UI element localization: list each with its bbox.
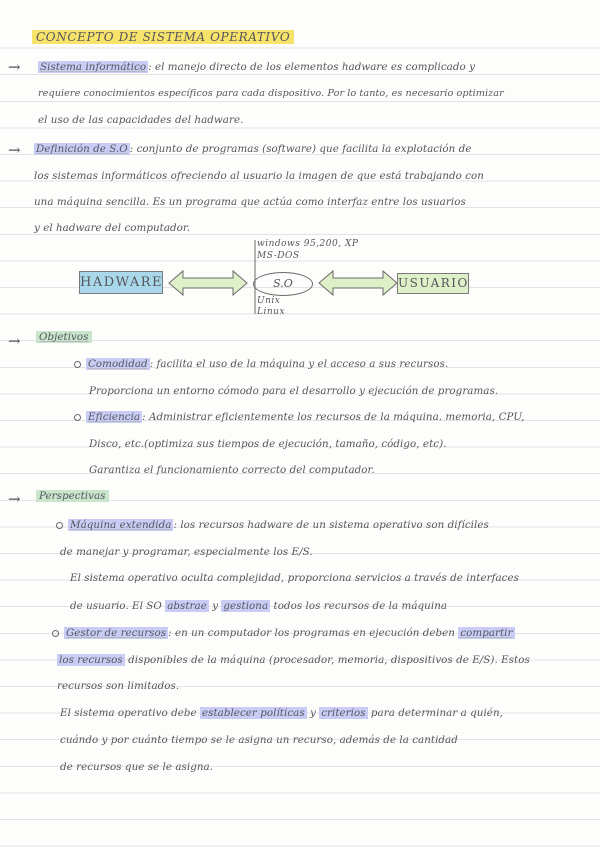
perspectivas-heading: Perspectivas [36, 490, 109, 502]
bullet-icon [56, 522, 63, 529]
bullet-icon [52, 630, 59, 637]
hardware-box: HADWARE [79, 271, 163, 294]
maquina-line1: Máquina extendida : los recursos hadware de un sistema operativo son difíciles [56, 519, 489, 531]
page-title: CONCEPTO DE SISTEMA OPERATIVO [32, 30, 294, 44]
maquina-line3: El sistema operativo oculta complejidad, proporciona servicios a través de interfaces [70, 572, 519, 584]
compartir-highlight: compartir [460, 627, 513, 639]
objetivos-heading: Objetivos [36, 331, 92, 343]
bullet-icon [74, 414, 81, 421]
os-label-windows: windows 95,200, XP [257, 239, 359, 249]
gestor-line3: recursos son limitados. [57, 680, 180, 692]
gestor-line1: Gestor de recursos : en un computador los programas en ejecución deben compartir [52, 627, 515, 639]
sec1-line1: Sistema informático : el manejo directo de los elementos hadware es complicado y [40, 61, 475, 73]
comodidad-line1: Comodidad : facilita el uso de la máquina y el acceso a sus recursos. [74, 358, 448, 370]
gestiona-highlight: gestiona [223, 600, 269, 612]
politicas-highlight: establecer políticas [201, 707, 305, 719]
eficiencia-line2: Disco, etc.(optimiza sus tiempos de ejecución, tamaño, código, etc). [89, 438, 447, 450]
criterios-highlight: criterios [321, 707, 366, 719]
bullet-icon [74, 361, 81, 368]
usuario-box: USUARIO [397, 273, 469, 294]
sec2-line4: y el hadware del computador. [34, 222, 191, 234]
eficiencia-line1: Eficiencia : Administrar eficientemente los recursos de la máquina. memoria, CPU, [74, 411, 524, 423]
maquina-line4: de usuario. El SO abstrae y gestiona todos los recursos de la máquina [70, 600, 448, 612]
sec1-term: Sistema informático [40, 61, 147, 73]
os-label-linux: Linux [257, 307, 286, 317]
double-arrow-icon [167, 268, 249, 298]
gestor-line5: cuándo y por cuánto tiempo se le asigna un recurso, además de la cantidad [60, 734, 458, 746]
os-label-msdos: MS-DOS [257, 251, 300, 261]
right-arrow-icon: → [8, 490, 21, 508]
so-oval: S.O [253, 272, 313, 296]
sec1-line2: requiere conocimientos específicos para cada dispositivo. Por lo tanto, es necesario optimizar [38, 88, 504, 99]
gestor-line2: los recursos disponibles de la máquina (procesador, memoria, dispositivos de E/S). Estos [59, 654, 530, 666]
comodidad-line2: Proporciona un entorno cómodo para el desarrollo y ejecución de programas. [89, 385, 499, 397]
los-recursos-highlight: los recursos [59, 654, 123, 666]
sec2-line2: los sistemas informáticos ofreciendo al usuario la imagen de que está trabajando con [34, 170, 484, 182]
maquina-line2: de manejar y programar, especialmente los E/S. [60, 546, 313, 558]
sec2-line1: Definición de S.O : conjunto de programas (software) que facilita la explotación de [36, 143, 472, 155]
os-label-unix: Unix [257, 296, 281, 306]
gestor-line4: El sistema operativo debe establecer políticas y criterios para determinar a quién, [60, 707, 503, 719]
gestor-term: Gestor de recursos [66, 627, 167, 639]
maquina-term: Máquina extendida [70, 519, 172, 531]
sec2-line3: una máquina sencilla. Es un programa que actúa como interfaz entre los usuarios [34, 196, 466, 208]
eficiencia-term: Eficiencia [88, 411, 141, 423]
eficiencia-line3: Garantiza el funcionamiento correcto del computador. [89, 464, 375, 476]
sec2-term: Definición de S.O [36, 143, 128, 155]
gestor-line6: de recursos que se le asigna. [60, 761, 214, 773]
sec1-line3: el uso de las capacidades del hadware. [38, 114, 244, 126]
comodidad-term: Comodidad [88, 358, 148, 370]
double-arrow-icon [317, 268, 399, 298]
right-arrow-icon: → [8, 58, 21, 76]
right-arrow-icon: → [8, 141, 21, 159]
right-arrow-icon: → [8, 332, 21, 350]
abstrae-highlight: abstrae [167, 600, 207, 612]
